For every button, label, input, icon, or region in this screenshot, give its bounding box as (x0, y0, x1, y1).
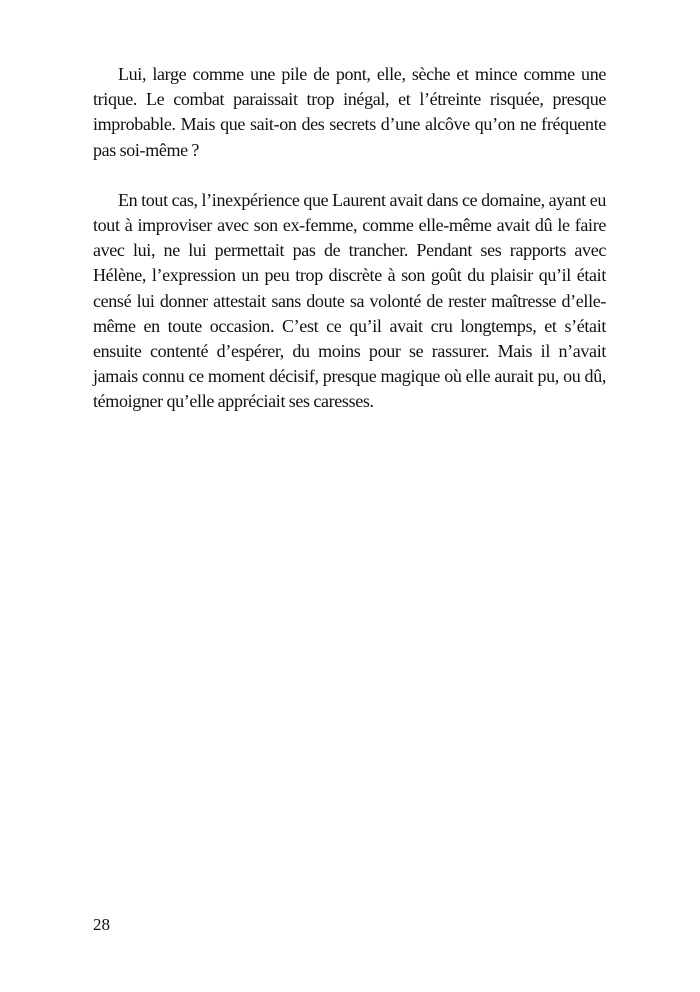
page-number: 28 (93, 915, 110, 934)
body-text (93, 62, 606, 415)
paragraph-2: En tout cas, l’inexpérience que Laurent avait dans ce domaine, ayant eu tout à improviser avec son ex-femme, comme elle-même avait dû le faire avec lui, ne lui permettait pas de trancher. Pendant ses rapports avec Hélène, l’expression un peu trop discrète à son goût du plaisir qu’il était censé lui donner attestait sans doute sa volonté de rester maîtresse d’elle-même en toute occasion. C’est ce qu’il avait cru longtemps, et s’était ensuite contenté d’espérer, du moins pour se rassurer. Mais il n’avait jamais connu ce moment décisif, presque magique où elle aurait pu, ou dû, témoigner qu’elle appréciait ses caresses. (93, 189, 606, 412)
paragraph-1: Lui, large comme une pile de pont, elle, sèche et mince comme une trique. Le combat paraissait trop inégal, et l’étreinte risquée, presque improbable. Mais que sait-on des secrets d’une alcôve qu’on ne fréquente pas soi-même ? (93, 64, 606, 160)
